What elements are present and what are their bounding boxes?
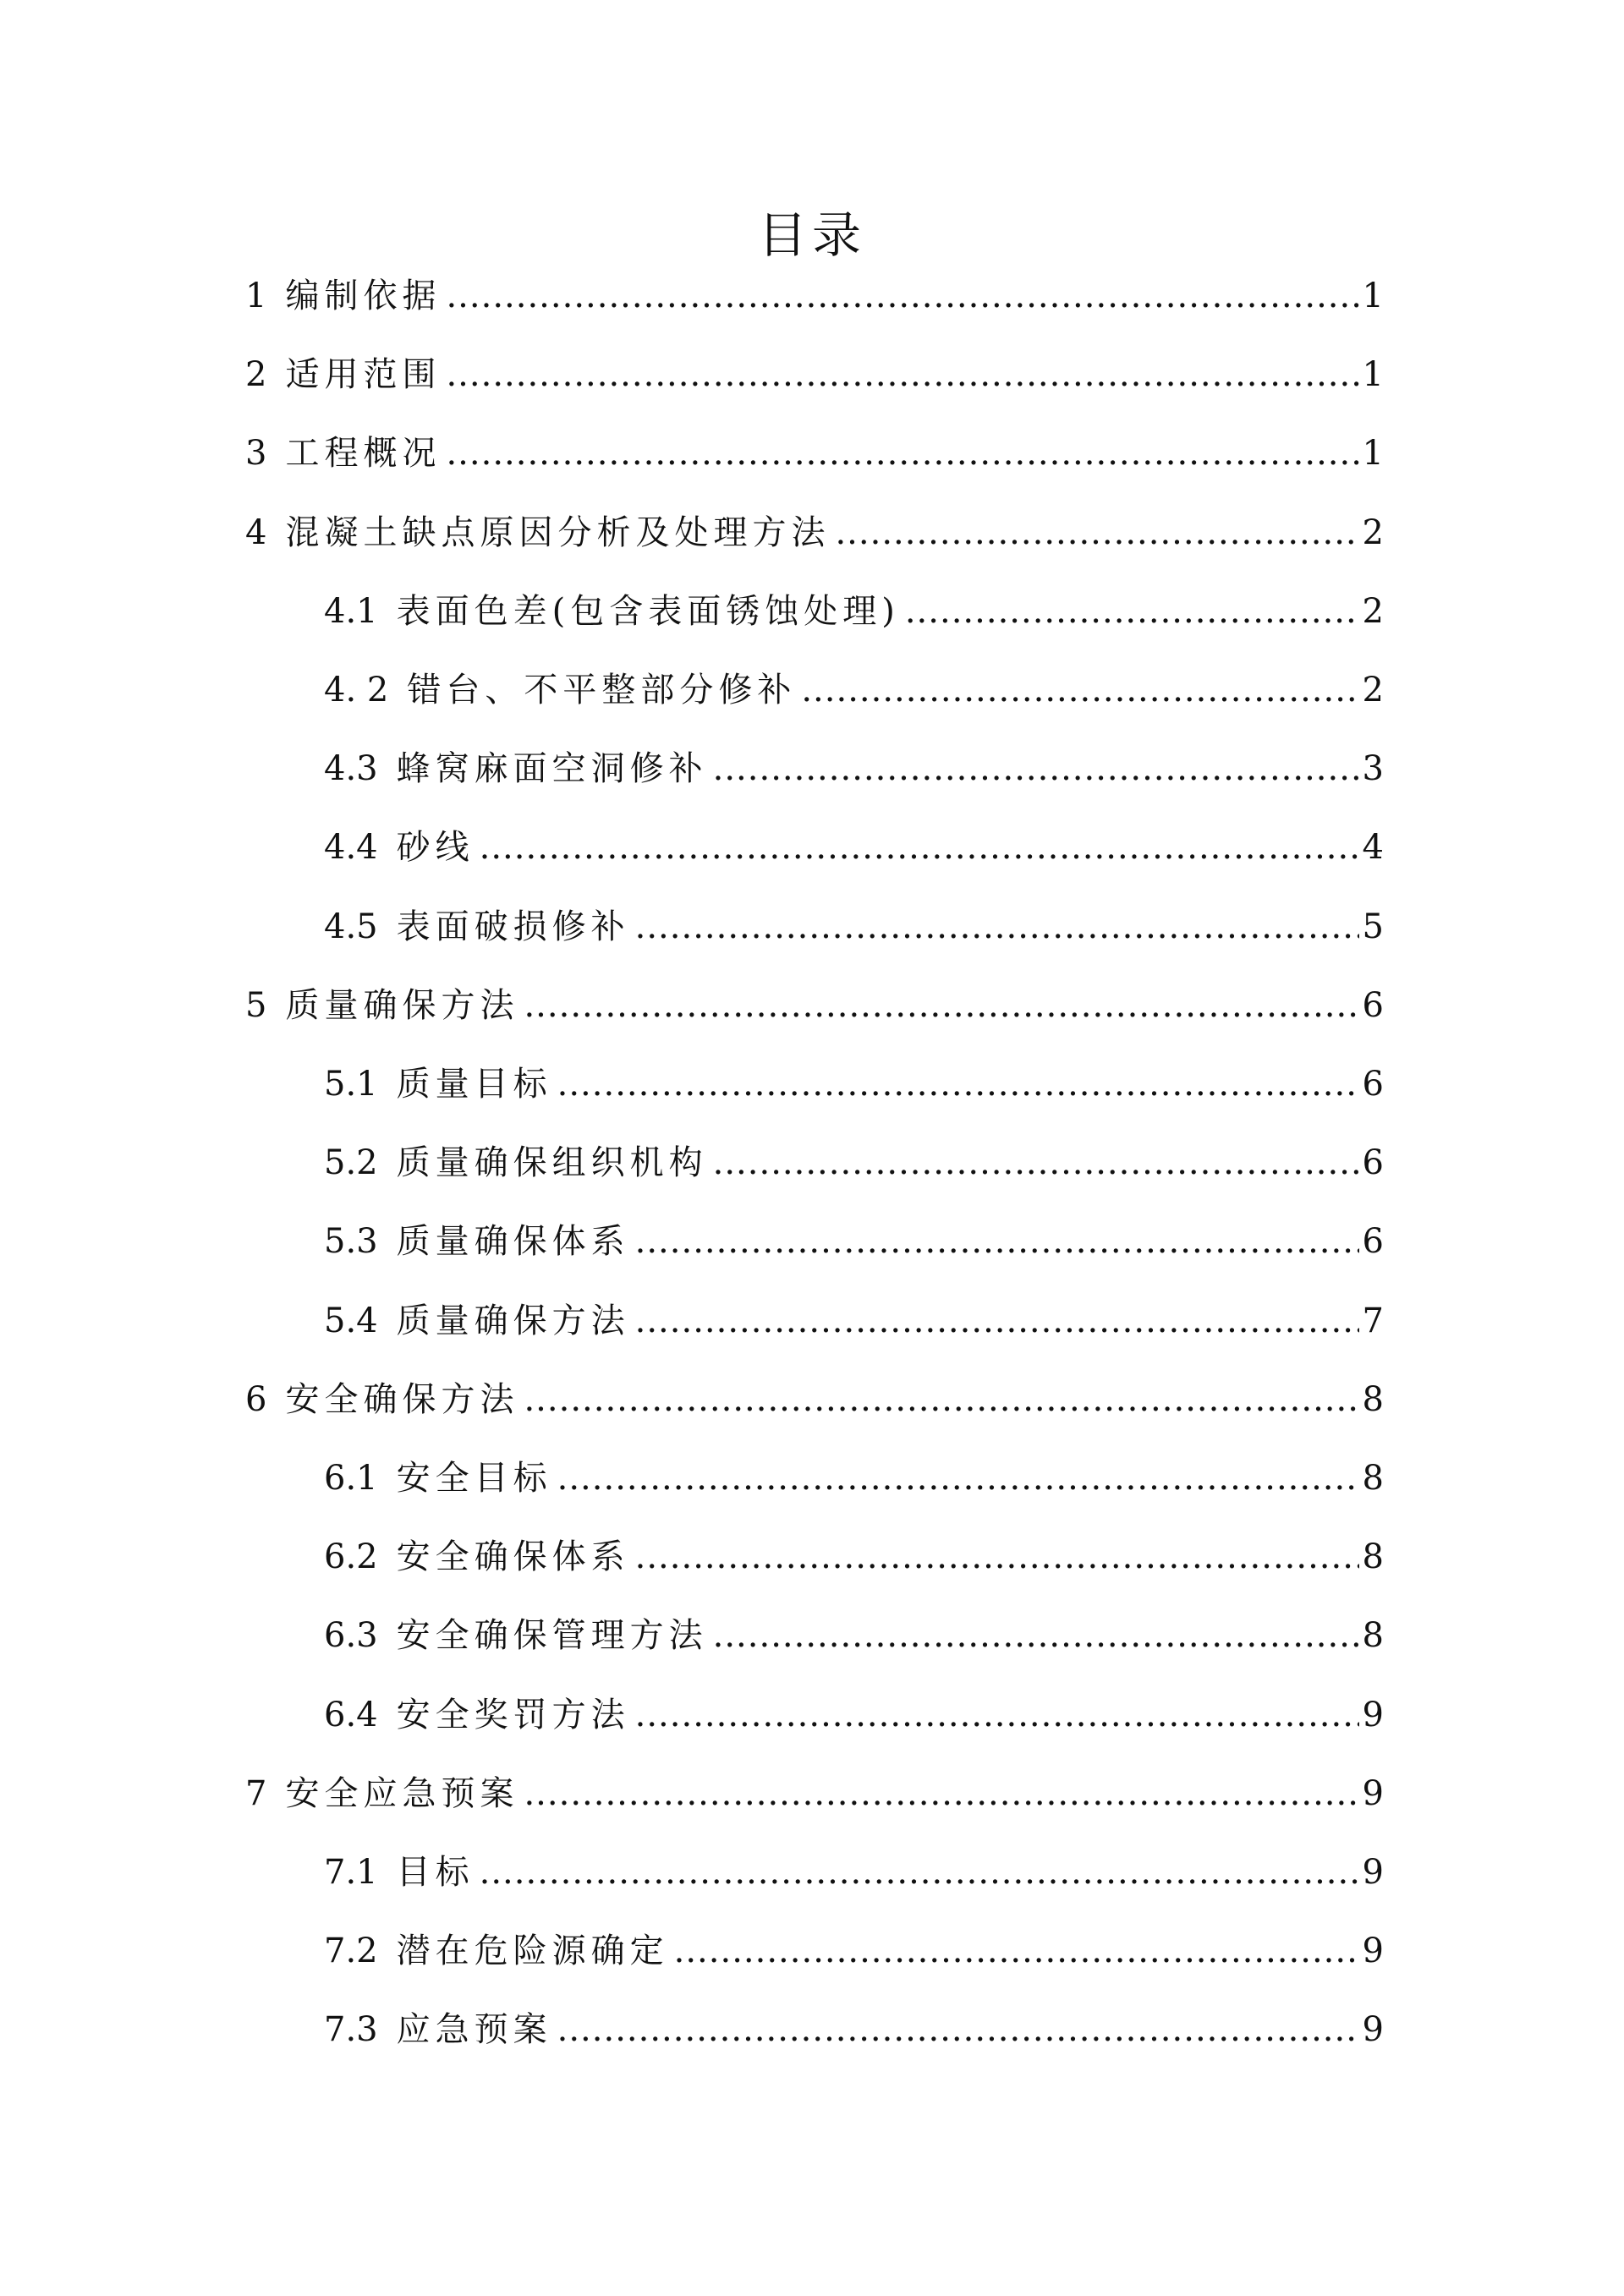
toc-entry[interactable] [245,349,1384,400]
toc-entry-title: 安全目标 [396,1459,552,1498]
toc-dot-leader [713,1137,1359,1188]
toc-entry-title: 安全奖罚方法 [396,1695,630,1734]
toc-dot-leader [557,2004,1359,2055]
toc-entry-page-number: 9 [1362,1773,1384,1813]
toc-entry[interactable] [245,1768,1384,1819]
toc-entry-page-number: 7 [1362,1301,1384,1340]
toc-entry-title: 编制依据 [285,277,442,315]
toc-entry-title: 质量确保方法 [285,985,519,1025]
toc-entry-number: 6 [245,1379,267,1419]
toc-entry-number: 3 [245,434,267,474]
toc-entry-title: 目标 [396,1853,475,1892]
toc-entry[interactable] [245,428,1384,479]
toc-entry-page-number: 3 [1362,749,1384,789]
toc-entry-title: 安全确保管理方法 [396,1616,708,1656]
toc-entry-title: 表面破损修补 [396,907,630,946]
toc-entry-title: 质量确保体系 [396,1222,630,1262]
toc-entry-number: 2 [245,355,267,395]
toc-entry-number: 6.3 [324,1616,378,1656]
toc-dot-leader [557,1453,1359,1504]
toc-entry-title: 安全应急预案 [285,1773,519,1813]
toc-entry-page-number: 6 [1362,1065,1384,1104]
toc-entry[interactable] [324,2004,1384,2055]
toc-entry-title: 质量目标 [396,1065,552,1104]
toc-entry-number: 7.1 [324,1853,378,1892]
toc-entry-page-number: 1 [1362,434,1384,474]
toc-entry-title: 安全确保体系 [396,1537,630,1577]
toc-entry-page-number: 6 [1362,1222,1384,1262]
toc-entry[interactable] [324,665,1384,715]
toc-entry-title: 混凝土缺点原因分析及处理方法 [285,512,831,552]
toc-dot-leader [524,1374,1358,1425]
toc-entry-number: 6.1 [324,1459,378,1498]
toc-entry[interactable] [245,980,1384,1031]
toc-entry-title: 适用范围 [285,355,442,395]
toc-entry-number: 5.1 [324,1065,378,1104]
toc-dot-leader [635,1532,1359,1582]
toc-dot-leader [713,1610,1359,1661]
toc-entry[interactable] [324,1690,1384,1740]
toc-entry[interactable] [324,1296,1384,1346]
toc-entry[interactable] [324,1059,1384,1110]
toc-entry-page-number: 2 [1362,512,1384,552]
toc-dot-leader [480,822,1359,873]
toc-entry-number: 5.2 [324,1143,378,1183]
toc-entry-page-number: 6 [1362,1143,1384,1183]
toc-entry-number: 4.4 [324,828,378,868]
toc-dot-leader [635,1296,1359,1346]
toc-entry[interactable] [324,1847,1384,1898]
toc-entry-title: 应急预案 [396,2010,552,2050]
toc-entry-number: 1 [245,277,267,315]
toc-entry[interactable] [245,271,1384,321]
toc-dot-leader [905,586,1359,637]
toc-entry-page-number: 4 [1362,828,1384,868]
toc-entry-number: 4.3 [324,749,378,789]
toc-dot-leader [557,1059,1359,1110]
toc-entry-page-number: 1 [1362,355,1384,395]
toc-title: 目录 [757,206,866,264]
toc-entry[interactable] [324,1926,1384,1976]
toc-entry[interactable] [324,1137,1384,1188]
toc-entry-page-number: 8 [1362,1537,1384,1577]
toc-entry[interactable] [324,1216,1384,1267]
toc-entry[interactable] [245,507,1384,558]
toc-entry-page-number: 2 [1362,671,1384,710]
toc-entry-title: 质量确保方法 [396,1301,630,1340]
toc-dot-leader [524,980,1358,1031]
toc-entry-title: 错台、不平整部分修补 [407,671,797,710]
toc-entry-page-number: 6 [1362,985,1384,1025]
toc-dot-leader [835,507,1358,558]
toc-entry-page-number: 8 [1362,1459,1384,1498]
toc-entry-number: 4. 2 [324,671,389,710]
toc-entry[interactable] [324,586,1384,637]
toc-entry[interactable] [324,1453,1384,1504]
toc-dot-leader [635,901,1359,952]
toc-entry-title: 安全确保方法 [285,1379,519,1419]
toc-entry[interactable] [324,822,1384,873]
toc-dot-leader [446,428,1358,479]
toc-entry-title: 砂线 [396,828,475,868]
toc-entry-number: 5.4 [324,1301,378,1340]
toc-dot-leader [635,1690,1359,1740]
toc-dot-leader [674,1926,1359,1976]
toc-entry-page-number: 9 [1362,1853,1384,1892]
toc-entry[interactable] [324,1610,1384,1661]
toc-entry-page-number: 8 [1362,1379,1384,1419]
toc-dot-leader [801,665,1358,715]
toc-entry[interactable] [245,1374,1384,1425]
toc-entry-number: 5.3 [324,1222,378,1262]
toc-dot-leader [713,743,1359,794]
toc-entry-page-number: 5 [1362,907,1384,946]
toc-dot-leader [524,1768,1358,1819]
toc-entry-number: 4 [245,512,267,552]
toc-entry-number: 6.2 [324,1537,378,1577]
toc-entry-number: 7.3 [324,2010,378,2050]
toc-entry-title: 工程概况 [285,434,442,474]
toc-entry-page-number: 2 [1362,591,1384,631]
toc-entry-title: 表面色差(包含表面锈蚀处理) [396,591,900,631]
toc-entry[interactable] [324,1532,1384,1582]
toc-entry-number: 4.5 [324,907,378,946]
toc-entry-title: 潜在危险源确定 [396,1932,669,1971]
toc-entry-number: 7.2 [324,1932,378,1971]
toc-dot-leader [635,1216,1359,1267]
toc-entry-number: 4.1 [324,591,378,631]
toc-entry-title: 蜂窝麻面空洞修补 [396,749,708,789]
toc-dot-leader [446,271,1358,321]
toc-dot-leader [480,1847,1359,1898]
toc-entry-title: 质量确保组织机构 [396,1143,708,1183]
toc-entry-page-number: 1 [1362,277,1384,315]
toc-entry-number: 5 [245,985,267,1025]
toc-entry[interactable] [324,743,1384,794]
toc-dot-leader [446,349,1358,400]
toc-entry-number: 6.4 [324,1695,378,1734]
toc-entry-page-number: 9 [1362,1695,1384,1734]
toc-entry-page-number: 8 [1362,1616,1384,1656]
toc-entry-page-number: 9 [1362,2010,1384,2050]
toc-entry-page-number: 9 [1362,1932,1384,1971]
toc-entry-number: 7 [245,1773,267,1813]
toc-entry[interactable] [324,901,1384,952]
